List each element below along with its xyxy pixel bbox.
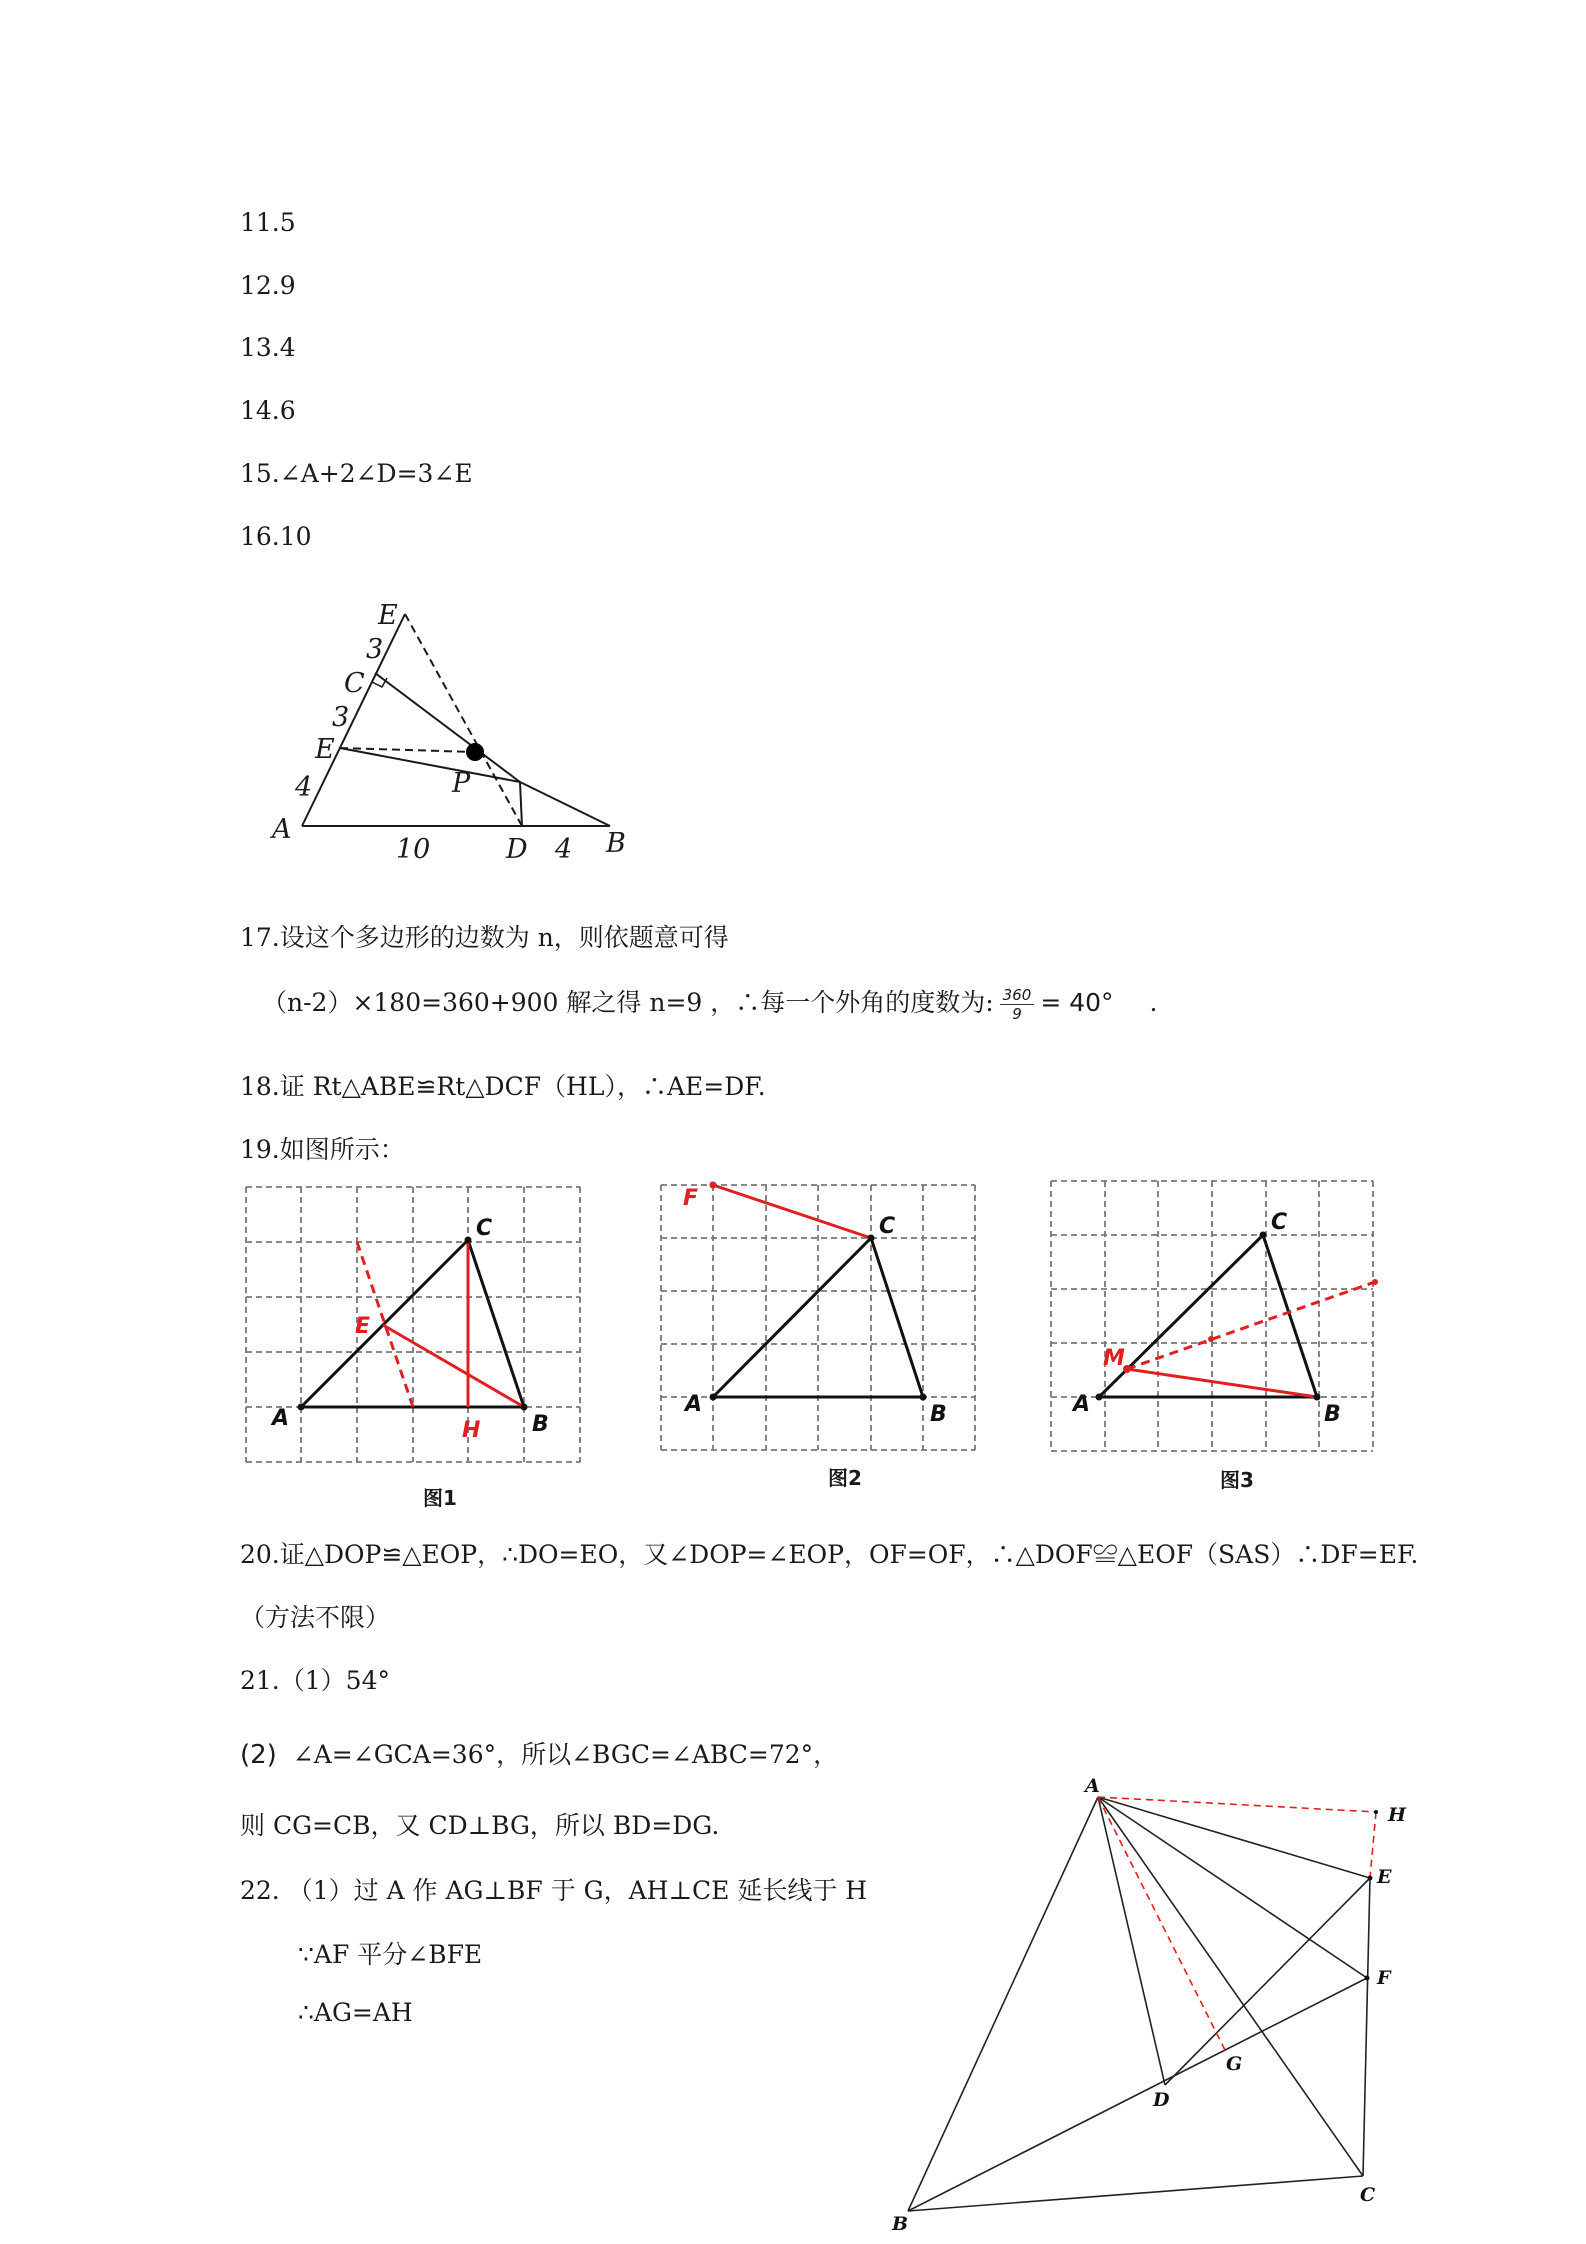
fig16-segment-BQ <box>520 782 610 826</box>
fig16-label-E: E <box>315 734 335 765</box>
fig16-segment-EQ <box>340 748 520 782</box>
fig3-side-AC <box>1099 1235 1263 1397</box>
fig22-segment-AF <box>1098 1797 1367 1978</box>
fig16-label-3b: 3 <box>332 702 350 733</box>
q21-part2 <box>240 1735 838 1771</box>
fig2-label-F: F <box>683 1186 699 1211</box>
fig22-label-G: G <box>1226 2053 1243 2075</box>
fig2-segment-FC <box>713 1185 871 1238</box>
answer-13: 13.4 <box>240 333 296 362</box>
fig16-label-3a: 3 <box>366 634 384 665</box>
fig22-label-E: E <box>1377 1866 1392 1888</box>
fig2-caption: 图2 <box>828 1466 862 1490</box>
fig1-label-H: H <box>462 1418 481 1443</box>
fig22-segment-EC <box>1363 1878 1370 2176</box>
answer-15: 15.∠A+2∠D=3∠E <box>240 459 473 488</box>
fig2-side-AC <box>713 1238 871 1397</box>
q17-fraction <box>1000 986 1035 1023</box>
fig22-segment-BC <box>908 2176 1363 2211</box>
answer-14: 14.6 <box>240 396 296 425</box>
fig22-segment-AB <box>908 1797 1098 2211</box>
fig22-label-C: C <box>1360 2184 1376 2206</box>
fig1-label-E: E <box>355 1314 371 1339</box>
fig2-side-CB <box>871 1238 923 1397</box>
fig16-label-B: B <box>606 828 626 859</box>
figure-q16 <box>260 600 660 870</box>
figure-q19-1 <box>240 1175 590 1475</box>
figure-q19-2 <box>655 1175 995 1455</box>
figure-q22 <box>880 1770 1440 2235</box>
fig1-side-AC <box>301 1240 468 1407</box>
figure-q19-3 <box>1045 1175 1385 1455</box>
answer-12: 12.9 <box>240 271 296 300</box>
fig22-dashed-HE <box>1370 1812 1376 1878</box>
fig16-segment-CQ <box>375 673 520 782</box>
fig3-side-CB <box>1263 1235 1317 1397</box>
q17-line1: 17.设这个多边形的边数为 n，则依题意可得 <box>240 923 729 952</box>
fig1-label-C: C <box>476 1216 493 1241</box>
fig2-label-A: A <box>685 1392 703 1417</box>
fig22-segment-AD <box>1098 1797 1165 2085</box>
fig22-label-F: F <box>1377 1967 1391 1989</box>
fig3-label-C: C <box>1271 1210 1288 1235</box>
q22-line1: 22. （1）过 A 作 AG⊥BF 于 G，AH⊥CE 延长线于 H <box>240 1876 868 1905</box>
fig16-label-10: 10 <box>396 834 431 865</box>
fig1-label-B: B <box>532 1412 549 1437</box>
q20-line2: （方法不限） <box>240 1603 391 1632</box>
q21-part2-text: ∠A=∠GCA=36°，所以∠BGC=∠ABC=72°， <box>292 1740 839 1769</box>
fig22-label-D: D <box>1153 2089 1170 2111</box>
q18-line: 18.证 Rt△ABE≌Rt△DCF（HL），∴AE=DF. <box>240 1072 766 1101</box>
q20-line1: 20.证△DOP≌△EOP，∴DO=EO，又∠DOP=∠EOP，OF=OF，∴△DOF≌△EOF（SAS）∴DF=EF. <box>240 1540 1419 1569</box>
fig16-label-4a: 4 <box>295 772 313 803</box>
fig2-label-C: C <box>879 1214 896 1239</box>
q17-line2 <box>262 983 1157 1023</box>
answer-16: 16.10 <box>240 522 312 551</box>
fig16-point-P <box>466 743 484 761</box>
fig22-segment-DE <box>1165 1878 1370 2085</box>
q17-frac-num: 360 <box>1000 986 1035 1005</box>
fig16-segment-AE <box>302 614 405 826</box>
q21-part1: 21.（1）54° <box>240 1666 390 1695</box>
fig1-side-CB <box>468 1240 524 1407</box>
fig3-label-M: M <box>1103 1346 1125 1371</box>
fig22-segment-BF <box>908 1978 1367 2211</box>
fig16-label-D: D <box>506 834 528 865</box>
fig22-label-H: H <box>1388 1804 1406 1826</box>
q22-line3: ∴AG=AH <box>298 1998 413 2027</box>
fig1-caption: 图1 <box>423 1486 457 1510</box>
fig1-segment-EB <box>383 1325 524 1407</box>
fig16-label-P: P <box>452 768 471 799</box>
fig3-segment-MB <box>1127 1369 1317 1397</box>
q17-result: = 40° <box>1040 988 1114 1017</box>
fig22-segment-AC <box>1098 1797 1363 2176</box>
fig2-label-B: B <box>930 1402 947 1427</box>
fig16-label-A: A <box>272 814 292 845</box>
answer-11: 11.5 <box>240 208 296 237</box>
fig16-label-E-top: E <box>378 600 398 631</box>
fig22-label-A: A <box>1085 1775 1100 1797</box>
fig1-grid <box>246 1187 580 1462</box>
fig3-dashed-bisector <box>1127 1282 1375 1369</box>
fig3-label-A: A <box>1073 1392 1091 1417</box>
q21-part2-label: (2) <box>240 1740 277 1770</box>
fig1-label-A: A <box>272 1406 290 1431</box>
fig2-grid <box>661 1185 975 1450</box>
fig16-label-C: C <box>344 668 365 699</box>
q19-line: 19.如图所示： <box>240 1135 405 1164</box>
fig3-label-B: B <box>1324 1402 1341 1427</box>
fig3-caption: 图3 <box>1220 1468 1254 1492</box>
q17-frac-den: 9 <box>1012 1005 1022 1023</box>
fig16-label-4b: 4 <box>555 834 573 865</box>
q17-equation: （n-2）×180=360+900 解之得 n=9 ，∴每一个外角的度数为: <box>262 988 994 1017</box>
q17-period: . <box>1149 988 1158 1017</box>
fig22-dashed-AG <box>1098 1797 1227 2054</box>
fig16-segment-QD <box>520 782 522 826</box>
q22-line2: ∵AF 平分∠BFE <box>298 1940 483 1969</box>
q21-line3: 则 CG=CB，又 CD⊥BG，所以 BD=DG. <box>240 1811 720 1840</box>
fig22-label-B: B <box>892 2213 909 2235</box>
